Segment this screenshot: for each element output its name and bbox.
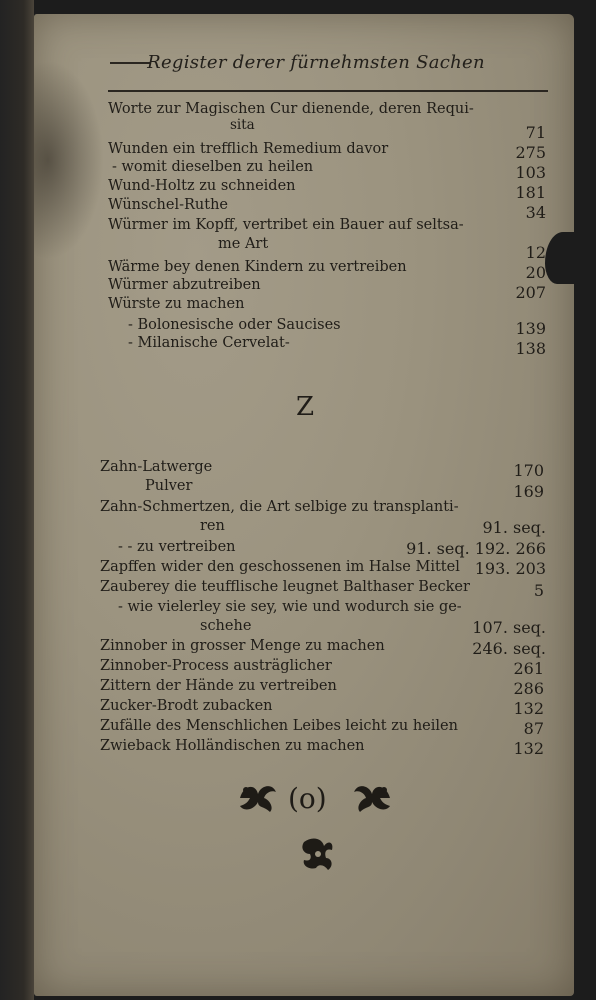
- index-entry: - womit dieselben zu heilen: [112, 159, 314, 175]
- index-entry: - - zu vertreiben: [118, 539, 236, 555]
- page-number: 5: [533, 581, 544, 600]
- page-stain: [34, 60, 104, 260]
- index-entry: - Milanische Cervelat-: [128, 335, 290, 351]
- page-number: 193. 203: [474, 559, 546, 578]
- page-number: 261: [513, 659, 544, 678]
- index-entry: Zahn-Schmertzen, die Art selbige zu transplanti-: [100, 499, 459, 515]
- index-entry: - wie vielerley sie sey, wie und wodurch sie ge-: [118, 599, 462, 615]
- section-letter: Z: [296, 392, 315, 422]
- page-number: 181: [515, 183, 546, 202]
- page-number: 103: [515, 163, 546, 182]
- book-spine: [0, 0, 34, 1000]
- page-number: 20: [525, 263, 546, 282]
- page-number: 71: [525, 123, 546, 142]
- index-entry: ren: [200, 518, 225, 534]
- fleuron-right-icon: [350, 780, 394, 820]
- page-number: 275: [515, 143, 546, 162]
- ornament-center: (o): [288, 782, 327, 815]
- page-number: 132: [513, 699, 544, 718]
- page-number: 91. seq.: [482, 518, 546, 537]
- page-number: 34: [525, 203, 546, 222]
- page-number: 246. seq.: [472, 639, 546, 658]
- fleuron-left-icon: [236, 780, 280, 820]
- index-entry: Zwieback Holländischen zu machen: [100, 738, 365, 754]
- index-entry: Wünschel-Ruthe: [108, 197, 229, 213]
- torn-edge: [545, 232, 575, 284]
- page-number: 107. seq.: [472, 618, 546, 637]
- page-number: 132: [513, 739, 544, 758]
- page-header: Register derer fürnehmsten Sachen: [147, 52, 485, 73]
- page-number: 170: [513, 461, 544, 480]
- index-entry: Zapffen wider den geschossenen im Halse Mittel: [100, 559, 460, 575]
- index-entry: Zahn-Latwerge: [100, 459, 213, 475]
- index-entry: Wunden ein trefflich Remedium davor: [108, 141, 389, 157]
- index-entry: Würmer abzutreiben: [108, 277, 261, 293]
- index-entry: Zucker-Brodt zubacken: [100, 698, 273, 714]
- index-entry: Wund-Holtz zu schneiden: [108, 178, 296, 194]
- index-entry: Würmer im Kopff, vertribet ein Bauer auf seltsa-: [108, 217, 464, 233]
- page-number: 87: [523, 719, 544, 738]
- index-entry: me Art: [218, 236, 269, 252]
- index-entry: Pulver: [145, 478, 193, 494]
- index-entry: Zittern der Hände zu vertreiben: [100, 678, 337, 694]
- page-number: 91. seq. 192. 266: [406, 539, 546, 558]
- page-number: 139: [515, 319, 546, 338]
- fleuron-bottom-icon: [298, 834, 338, 878]
- header-rule: [108, 90, 548, 92]
- index-entry: schehe: [200, 618, 252, 634]
- index-entry: Würste zu machen: [108, 296, 245, 312]
- page-number: 169: [513, 482, 544, 501]
- index-entry: Worte zur Magischen Cur dienende, deren Requi-: [108, 101, 474, 117]
- index-entry: Zauberey die teufflische leugnet Balthaser Becker: [100, 579, 470, 595]
- index-entry: Wärme bey denen Kindern zu vertreiben: [108, 259, 407, 275]
- index-entry: Zinnober in grosser Menge zu machen: [100, 638, 385, 654]
- page-number: 286: [513, 679, 544, 698]
- page-number: 12: [525, 243, 546, 262]
- index-entry: sita: [230, 117, 255, 133]
- page-number: 207: [515, 283, 546, 302]
- page-number: 138: [515, 339, 546, 358]
- index-entry: Zufälle des Menschlichen Leibes leicht zu heilen: [100, 718, 458, 734]
- index-entry: - Bolonesische oder Saucises: [128, 317, 341, 333]
- index-entry: Zinnober-Process austräglicher: [100, 658, 332, 674]
